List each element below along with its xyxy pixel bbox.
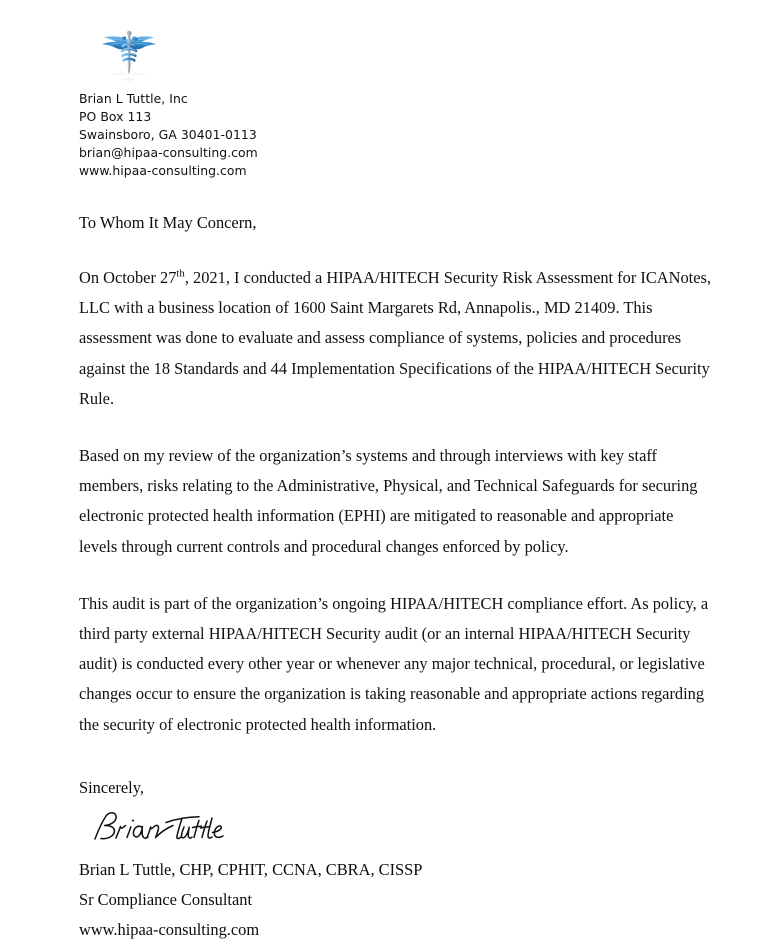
address-line-pobox: PO Box 113 [79,109,152,125]
address-line-email: brian@hipaa-consulting.com [79,145,258,161]
paragraph-audit-policy: This audit is part of the organization’s ongoing HIPAA/HITECH compliance effort. As policy, a third party external HIPAA/HITECH Security audit (or an internal HIPAA/HITECH Security audit) is conducted every other year or whenever any major technical, procedural, or legislative changes occur to ensure the organization is taking reasonable and appropriate actions regarding the security of electronic protected health information. [79,593,709,734]
address-line-city: Swainsboro, GA 30401-0113 [79,127,257,143]
letterhead [79,26,499,180]
address-line-website: www.hipaa-consulting.com [79,163,247,179]
paragraph-1-after-ordinal: , 2021, I conducted a HIPAA/HITECH Security Risk Assessment for ICANotes, LLC with a business location of 1600 Saint Margarets Rd, Annapolis., MD 21409. This assessment was done to evaluate and assess compliance of systems, policies and procedures against the 18 Standards and 44 Implementation Specifications of the HIPAA/HITECH Security Rule. [79,268,711,408]
paragraph-assessment-scope [79,263,712,414]
spacer [79,562,712,589]
letterhead-address [79,90,499,180]
closing-salutation: Sincerely, [79,777,144,797]
letter-body [79,213,712,946]
signer-name-credentials: Brian L Tuttle, CHP, CPHIT, CCNA, CBRA, CISSP [79,860,423,880]
ordinal-suffix: th [176,267,185,280]
address-line-company: Brian L Tuttle, Inc [79,91,188,106]
spacer [79,740,712,773]
signer-title: Sr Compliance Consultant [79,890,252,910]
signer-website: www.hipaa-consulting.com [79,920,260,940]
paragraph-1-before-ordinal: On October 27 [79,268,177,287]
signature-block [79,855,712,946]
spacer [79,414,712,441]
salutation: To Whom It May Concern, [79,213,257,232]
caduceus-icon [96,26,162,82]
paragraph-findings: Based on my review of the organization’s systems and through interviews with key staff members, risks relating to the Administrative, Physical, and Technical Safeguards for securing electronic protected health information (EPHI) are mitigated to reasonable and appropriate levels through current controls and procedural changes enforced by policy. [79,446,698,556]
spacer [79,233,712,263]
signature-image [86,809,712,855]
